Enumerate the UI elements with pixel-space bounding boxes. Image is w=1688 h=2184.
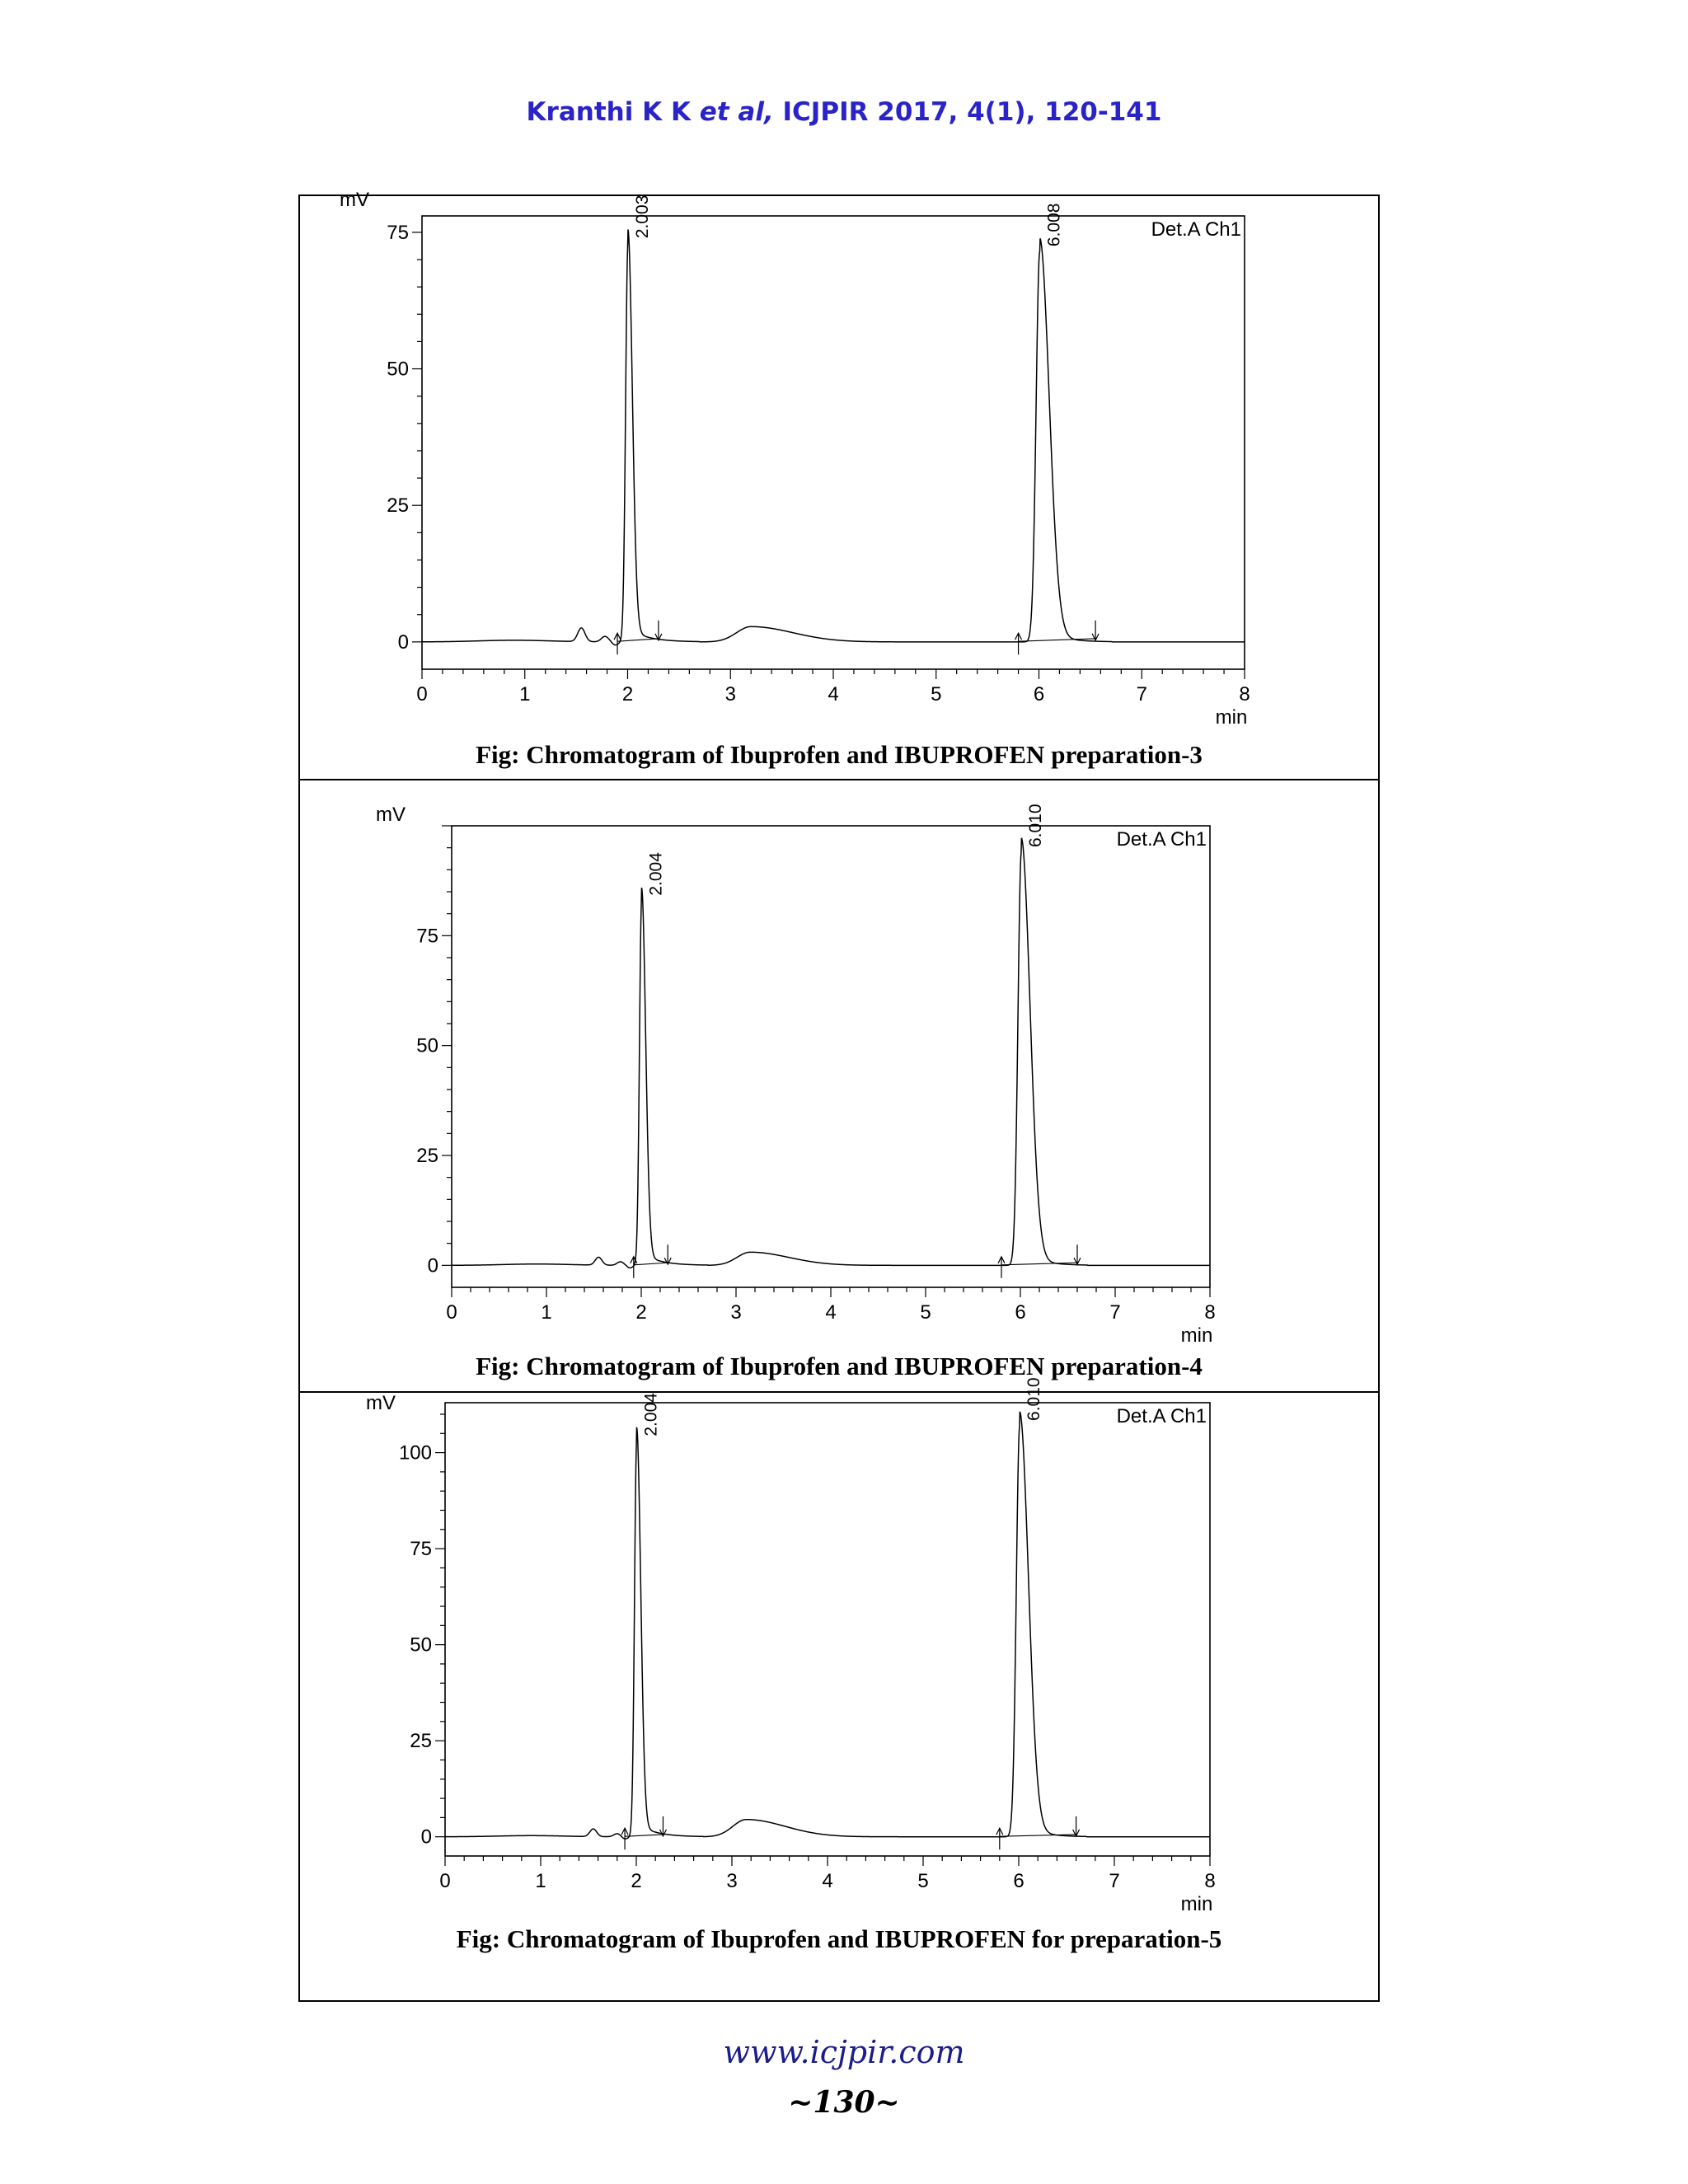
- x-tick-label: 7: [1109, 1870, 1120, 1892]
- x-axis-label: min: [1180, 1893, 1213, 1915]
- y-tick-label: 25: [416, 1145, 438, 1167]
- peak-start-marker: [996, 1828, 1003, 1849]
- x-tick-label: 2: [631, 1870, 642, 1892]
- y-tick-label: 50: [410, 1633, 432, 1657]
- x-axis-label: min: [1180, 1324, 1213, 1347]
- y-axis-label: mV: [366, 1392, 396, 1414]
- x-tick-label: 6: [1013, 1870, 1025, 1892]
- peak-rt-label: 6.008: [1044, 203, 1064, 247]
- x-tick-label: 4: [822, 1870, 833, 1892]
- peak-end-marker: [1092, 621, 1099, 640]
- peak-rt-label: 2.004: [646, 852, 666, 896]
- x-tick-label: 0: [439, 1870, 451, 1892]
- peak-rt-label: 2.003: [632, 194, 652, 239]
- x-tick-label: 0: [416, 683, 428, 705]
- x-tick-label: 2: [621, 683, 634, 705]
- y-tick-label: 0: [427, 1254, 438, 1277]
- peak-end-marker: [1074, 1244, 1081, 1264]
- x-tick-label: 1: [535, 1870, 546, 1892]
- x-tick-label: 3: [730, 1301, 742, 1324]
- y-tick-label: 25: [410, 1730, 432, 1753]
- peak-rt-label: 6.010: [1025, 1377, 1044, 1421]
- plot-area-border: [422, 216, 1245, 669]
- x-tick-label: 1: [519, 683, 531, 705]
- figure-caption-3: Fig: Chromatogram of Ibuprofen and IBUPROFEN for preparation-5: [456, 1924, 1222, 1953]
- x-tick-label: 3: [726, 1870, 738, 1892]
- chromatogram-trace: [445, 1412, 1210, 1839]
- x-tick-label: 2: [635, 1301, 647, 1324]
- y-tick-label: 100: [398, 1441, 432, 1465]
- figure-caption-1: Fig: Chromatogram of Ibuprofen and IBUPROFEN preparation-3: [476, 740, 1203, 769]
- peak-rt-label: 6.010: [1026, 804, 1046, 847]
- peak-end-marker: [1073, 1816, 1080, 1836]
- peak-start-marker: [998, 1257, 1005, 1278]
- x-tick-label: 8: [1204, 1870, 1216, 1892]
- header-citation: ICJPIR 2017, 4(1), 120-141: [773, 97, 1162, 127]
- y-tick-label: 75: [387, 221, 409, 244]
- x-axis-label: min: [1215, 706, 1248, 729]
- x-tick-label: 5: [931, 683, 942, 705]
- footer-url[interactable]: www.icjpir.com: [723, 2034, 965, 2070]
- x-tick-label: 7: [1136, 683, 1147, 705]
- legend-label: Det.A Ch1: [1151, 218, 1241, 241]
- x-tick-label: 5: [920, 1301, 931, 1324]
- x-tick-label: 8: [1204, 1301, 1216, 1324]
- y-tick-label: 50: [387, 358, 409, 381]
- y-axis-label: mV: [340, 189, 369, 211]
- y-tick-label: 0: [397, 630, 409, 654]
- x-tick-label: 1: [541, 1301, 552, 1324]
- chromatogram-trace: [422, 229, 1245, 644]
- legend-label: Det.A Ch1: [1116, 1405, 1207, 1427]
- peak-baseline: [634, 1263, 668, 1265]
- y-tick-label: 25: [387, 494, 409, 518]
- x-tick-label: 6: [1033, 683, 1045, 705]
- figure-caption-2: Fig: Chromatogram of Ibuprofen and IBUPROFEN preparation-4: [476, 1352, 1203, 1380]
- peak-start-marker: [614, 633, 621, 654]
- header-etal: et al,: [699, 97, 774, 127]
- peak-end-marker: [664, 1244, 671, 1264]
- chromatogram-chart-1: [330, 190, 1278, 733]
- x-tick-label: 3: [724, 683, 736, 705]
- x-tick-label: 8: [1239, 683, 1250, 705]
- peak-baseline: [625, 1835, 663, 1836]
- y-tick-label: 50: [416, 1034, 438, 1057]
- header-authors: Kranthi K K: [526, 97, 700, 127]
- plot-area-border: [445, 1403, 1210, 1856]
- x-tick-label: 0: [446, 1301, 457, 1324]
- x-tick-label: 4: [825, 1301, 837, 1324]
- y-tick-label: 0: [420, 1825, 432, 1849]
- x-tick-label: 4: [828, 683, 839, 705]
- journal-header: [0, 97, 1688, 127]
- x-tick-label: 5: [917, 1870, 929, 1892]
- y-axis-label: mV: [376, 804, 406, 826]
- x-tick-label: 6: [1015, 1301, 1026, 1324]
- legend-label: Det.A Ch1: [1116, 828, 1207, 851]
- chromatogram-chart-3: [363, 1377, 1278, 1920]
- x-tick-label: 7: [1109, 1301, 1121, 1324]
- y-tick-label: 75: [410, 1538, 432, 1561]
- plot-area-border: [452, 826, 1210, 1287]
- peak-start-marker: [1015, 633, 1022, 654]
- peak-baseline: [617, 639, 659, 641]
- chromatogram-chart-2: [363, 799, 1278, 1352]
- page-number: ~130~: [788, 2085, 900, 2120]
- peak-end-marker: [655, 621, 662, 640]
- peak-rt-label: 2.004: [641, 1393, 661, 1436]
- y-tick-label: 75: [416, 925, 438, 948]
- chromatogram-trace: [452, 838, 1210, 1268]
